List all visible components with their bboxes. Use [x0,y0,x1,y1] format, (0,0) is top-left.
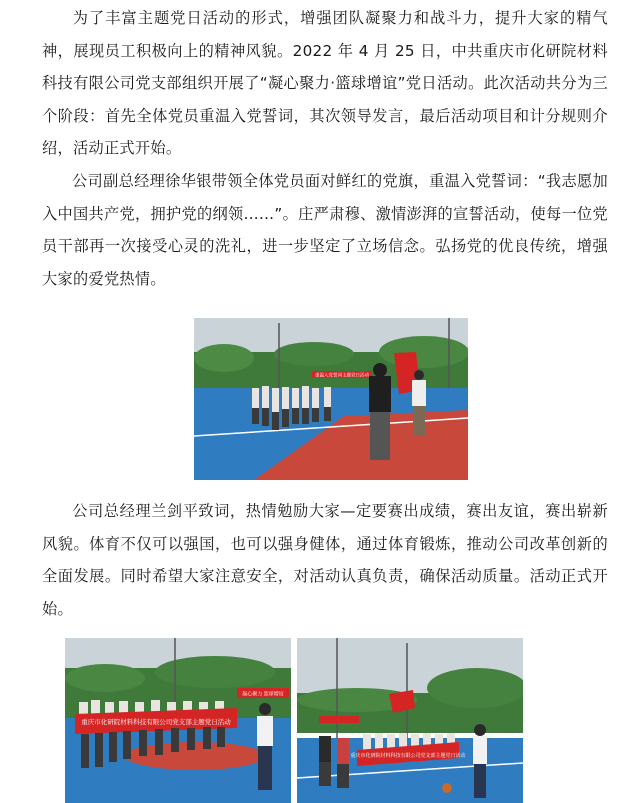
article-paragraph-1 [42,2,608,165]
article-paragraph-3 [42,495,608,625]
photo-2-banner: 重庆市化研院材料科技有限公司党支部主题党日活动 [81,718,231,726]
photo-group-banner-image [65,638,291,803]
paragraph-2-text: 公司副总经理徐华银带领全体党员面对鲜红的党旗，重温入党誓词：“我志愿加入中国共产党，拥护党的纲领……”。庄严肃穆、激情澎湃的宣誓活动，使每一位党员干部再一次接受心灵的洗礼，进一步坚定了立场信念。弘扬党的优良传统，增强大家的爱党热情。 [42,172,608,288]
photo-party-oath-image [194,318,468,480]
paragraph-3-text: 公司总经理兰剑平致词，热情勉励大家—定要赛出成绩，赛出友谊，赛出崭新风貌。体育不仅可以强国，也可以强身健体，通过体育锻炼，推动公司改革创新的全面发展。同时希望大家注意安全，对活动认真负责，确保活动质量。活动正式开始。 [42,502,608,618]
photo-party-oath [194,318,468,480]
photo-group-banner [65,638,291,803]
photo-court-banner [297,638,523,803]
article-paragraph-2 [42,165,608,295]
paragraph-1-text: 为了丰富主题党日活动的形式，增强团队凝聚力和战斗力，提升大家的精气神，展现员工积极向上的精神风貌。2022 年 4 月 25 日，中共重庆市化研院材料科技有限公司党支部组织开展了“凝心聚力·篮球增谊”党日活动。此次活动共分为三个阶段：首先全体党员重温入党誓词，其次领导发言，最后活动项目和计分规则介绍，活动正式开始。 [42,9,608,157]
photo-2-sign: 凝心聚力 篮球增谊 [242,691,284,698]
photo-3-banner: 重庆市化研院材料科技有限公司党支部主题党日活动 [350,753,466,759]
photo-court-banner-image [297,638,523,803]
photo-1-banner: 重温入党誓词主题党日活动 [315,373,369,379]
